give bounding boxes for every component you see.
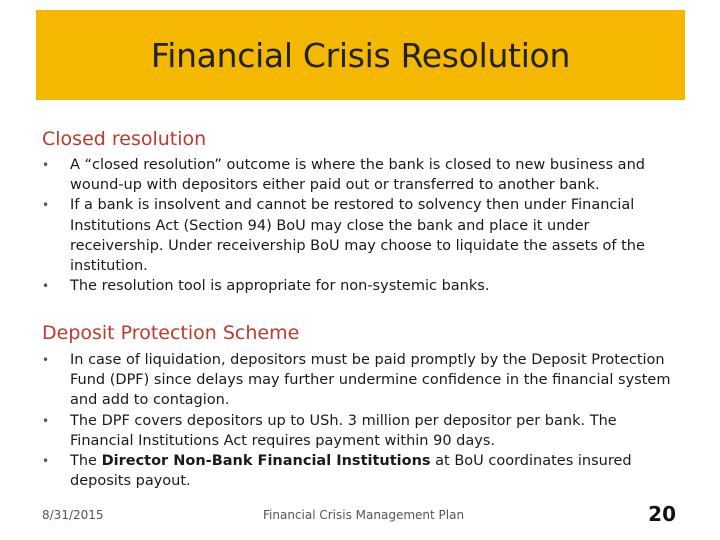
page-number: 20 xyxy=(648,502,676,526)
footer-date: 8/31/2015 xyxy=(42,508,104,522)
bold-role-name: Director Non-Bank Financial Institutions xyxy=(101,453,431,470)
bullet-list-deposit-protection xyxy=(42,350,682,491)
bullet-icon: • xyxy=(42,198,50,213)
list-item xyxy=(42,195,682,276)
bullet-icon: • xyxy=(42,279,50,294)
bullet-text: A “closed resolution” outcome is where the bank is closed to new business and wound-up with depositors either paid out or transferred to another bank. xyxy=(70,157,645,194)
bullet-icon: • xyxy=(42,353,50,367)
bullet-icon: • xyxy=(42,413,50,428)
bullet-text: The resolution tool is appropriate for non-systemic banks. xyxy=(70,278,490,295)
slide-title: Financial Crisis Resolution xyxy=(150,35,571,75)
bullet-text-after: at BoU coordinates insured deposits payout. xyxy=(70,453,632,490)
bullet-list-closed-resolution xyxy=(42,155,682,296)
list-item xyxy=(42,350,682,411)
list-item xyxy=(42,451,682,491)
bullet-text: The DPF covers depositors up to USh. 3 million per depositor per bank. The Financial Institutions Act requires payment within 90 days. xyxy=(70,412,617,449)
bullet-text xyxy=(70,453,632,489)
list-item xyxy=(42,276,682,296)
bullet-icon: • xyxy=(42,158,50,172)
title-bar xyxy=(36,10,685,100)
bullet-text-before: The xyxy=(70,453,102,470)
list-item xyxy=(42,155,682,195)
bullet-icon: • xyxy=(42,454,50,469)
list-item xyxy=(42,411,682,451)
section-heading-closed-resolution: Closed resolution xyxy=(42,128,207,150)
bullet-text: If a bank is insolvent and cannot be restored to solvency then under Financial Institutions Act (Section 94) BoU may close the bank and place it under receivership. Under receivership BoU may choose to liquidate the assets of the institution. xyxy=(70,197,645,275)
section-heading-deposit-protection: Deposit Protection Scheme xyxy=(42,322,300,344)
footer-title: Financial Crisis Management Plan xyxy=(263,508,465,522)
bullet-text: In case of liquidation, depositors must be paid promptly by the Deposit Protection Fund (DPF) since delays may further undermine confidence in the financial system and add to contagion. xyxy=(70,352,671,409)
